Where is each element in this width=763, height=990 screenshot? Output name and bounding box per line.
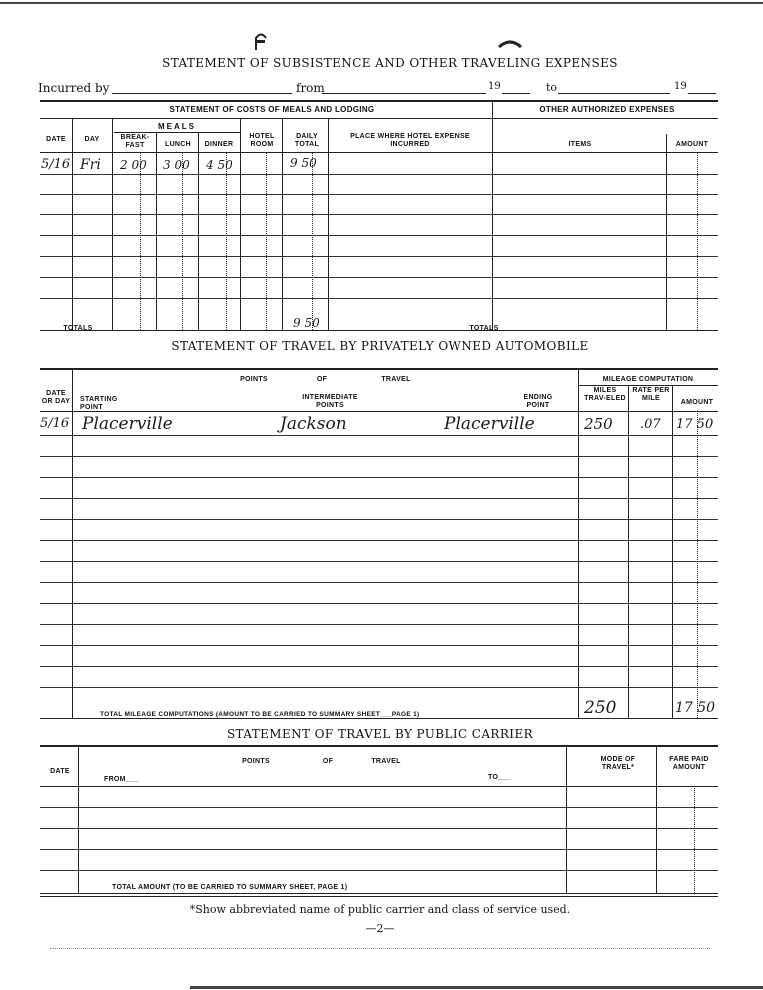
col-items-header: ITEMS [568, 141, 592, 148]
auto-points-label: POINTS [240, 376, 268, 383]
meals-vline-cents [182, 152, 183, 330]
scan-dotted-line [50, 948, 710, 949]
from-label: from [296, 81, 325, 95]
meals-entry-day: Fri [80, 157, 101, 173]
carrier-of-label: OF [322, 758, 334, 765]
auto-col-ending-header: ENDING POINT [523, 394, 553, 409]
col-day-header: DAY [84, 136, 100, 143]
meals-vline-cents [312, 152, 313, 330]
auto-entry-amount: 17 50 [676, 417, 714, 432]
meals-table-top-border [40, 100, 718, 102]
carrier-from-label: FROM___ [104, 776, 139, 783]
auto-entry-rate: .07 [640, 417, 661, 432]
auto-table-top-border [40, 368, 718, 370]
meals-subheader-line [40, 118, 718, 119]
year-to-field[interactable] [688, 93, 716, 94]
meals-row-line [40, 256, 718, 257]
auto-row-line [40, 477, 718, 478]
col-lunch-header: LUNCH [165, 141, 191, 148]
auto-col-amount-header: AMOUNT [680, 399, 714, 406]
bottom-edge-line [190, 986, 763, 989]
auto-entry-date: 5/16 [40, 416, 70, 431]
form-title: STATEMENT OF SUBSISTENCE AND OTHER TRAVELING EXPENSES [162, 56, 618, 70]
meals-row-line [40, 174, 718, 175]
carrier-points-label: POINTS [242, 758, 270, 765]
auto-row-line [40, 456, 718, 457]
meals-vline-cents [140, 152, 141, 330]
col-amount-header: AMOUNT [675, 141, 709, 148]
auto-entry-miles: 250 [584, 415, 613, 433]
carrier-mode-header: MODE OF TRAVEL* [600, 756, 636, 771]
year-to-label: 19 [674, 81, 687, 92]
carrier-header-bottom-line [40, 786, 718, 787]
auto-of-label: OF [316, 376, 328, 383]
meals-table-bottom-border [40, 330, 718, 331]
carrier-to-label: TO___ [488, 774, 511, 781]
meals-vline-cents [266, 152, 267, 330]
meals-vline-cents [697, 152, 698, 330]
meals-group-line [114, 132, 240, 133]
auto-header-bottom-line [40, 411, 718, 412]
meals-row-line [40, 298, 718, 299]
auto-row-line [40, 519, 718, 520]
top-edge-line [0, 2, 763, 4]
auto-total-miles: 250 [584, 698, 617, 718]
auto-entry-ending: Placerville [444, 414, 535, 434]
meals-vline [666, 134, 667, 330]
year-from-field[interactable] [502, 93, 530, 94]
meals-totals-label: TOTALS [63, 325, 93, 332]
auto-row-line [40, 666, 718, 667]
other-expenses-title: OTHER AUTHORIZED EXPENSES [539, 105, 675, 114]
auto-entry-intermediate: Jackson [280, 414, 347, 434]
to-label: to [546, 81, 558, 94]
mileage-group-label: MILEAGE COMPUTATION [602, 376, 694, 383]
meals-row-line [40, 235, 718, 236]
meals-entry-lunch: 3 00 [163, 158, 190, 172]
carrier-fare-header: FARE PAID AMOUNT [669, 756, 709, 771]
meals-entry-dinner: 4 50 [206, 158, 233, 172]
col-place-header: PLACE WHERE HOTEL EXPENSE INCURRED [350, 133, 470, 148]
carrier-col-date-header: DATE [50, 768, 70, 775]
carrier-vline-cents [694, 786, 695, 893]
auto-row-line [40, 561, 718, 562]
carrier-table-top-border [40, 745, 718, 747]
year-from-label: 19 [488, 81, 501, 92]
meals-vline [198, 132, 199, 330]
auto-col-starting-header: STARTING POINT [80, 396, 118, 411]
meals-row-line [40, 214, 718, 215]
meals-entry-breakfast: 2 00 [120, 158, 147, 172]
carrier-row-line [40, 807, 718, 808]
auto-total-amount: 17 50 [675, 700, 716, 716]
meals-group-label: MEALS [158, 122, 196, 131]
meals-entry-daily-total: 9 50 [290, 156, 317, 170]
to-date-field[interactable] [558, 93, 670, 94]
carrier-row-line [40, 828, 718, 829]
meals-header-bottom-line [40, 152, 718, 153]
auto-row-line [40, 624, 718, 625]
auto-col-intermediate-header: INTERMEDIATE POINTS [302, 394, 358, 409]
incurred-by-field[interactable] [112, 93, 292, 94]
meals-totals-value: 9 50 [293, 316, 320, 330]
auto-col-date-header: DATE OR DAY [41, 390, 71, 405]
meals-vline [156, 132, 157, 330]
meals-vline-divider [492, 100, 493, 330]
meals-vline-cents [226, 152, 227, 330]
carrier-table-bottom-border [40, 893, 718, 894]
col-date-header: DATE [46, 136, 66, 143]
footer-note: *Show abbreviated name of public carrier and class of service used. [189, 903, 571, 916]
auto-entry-starting: Placerville [82, 414, 173, 434]
meals-section-title: STATEMENT OF COSTS OF MEALS AND LODGING [169, 105, 375, 114]
col-hotel-room-header: HOTEL ROOM [249, 133, 275, 148]
auto-section-title: STATEMENT OF TRAVEL BY PRIVATELY OWNED AUTOMOBILE [171, 339, 589, 353]
auto-col-miles-header: MILES TRAV-ELED [584, 387, 626, 402]
meals-entry-date: 5/16 [41, 157, 71, 172]
carrier-section-title: STATEMENT OF TRAVEL BY PUBLIC CARRIER [226, 727, 534, 741]
from-date-field[interactable] [322, 93, 486, 94]
auto-row-line [40, 540, 718, 541]
auto-row-line [40, 687, 718, 688]
auto-row-line [40, 498, 718, 499]
auto-col-rate-header: RATE PER MILE [632, 387, 670, 402]
auto-vline-cents [697, 411, 698, 718]
meals-row-line [40, 194, 718, 195]
binder-clip-mark-left [254, 30, 268, 52]
carrier-row-line [40, 849, 718, 850]
auto-row-line [40, 603, 718, 604]
carrier-total-label: TOTAL AMOUNT (TO BE CARRIED TO SUMMARY SHEET, PAGE 1) [112, 884, 348, 891]
page-number: —2— [365, 922, 395, 935]
auto-total-label: TOTAL MILEAGE COMPUTATIONS (AMOUNT TO BE CARRIED TO SUMMARY SHEET___PAGE 1) [100, 711, 420, 718]
other-expenses-totals-label: TOTALS [469, 325, 499, 332]
incurred-by-label: Incurred by [38, 81, 110, 95]
mileage-group-line [578, 385, 718, 386]
col-dinner-header: DINNER [204, 141, 234, 148]
auto-travel-label: TRAVEL [381, 376, 411, 383]
carrier-table-bottom-border-double [40, 896, 718, 897]
meals-row-line [40, 277, 718, 278]
auto-row-line [40, 645, 718, 646]
carrier-travel-label: TRAVEL [371, 758, 401, 765]
col-breakfast-header: BREAK-FAST [120, 134, 150, 149]
binder-clip-mark-right [498, 34, 522, 46]
auto-row-line [40, 582, 718, 583]
auto-row-line [40, 435, 718, 436]
col-daily-total-header: DAILY TOTAL [294, 133, 320, 148]
carrier-row-line [40, 870, 718, 871]
